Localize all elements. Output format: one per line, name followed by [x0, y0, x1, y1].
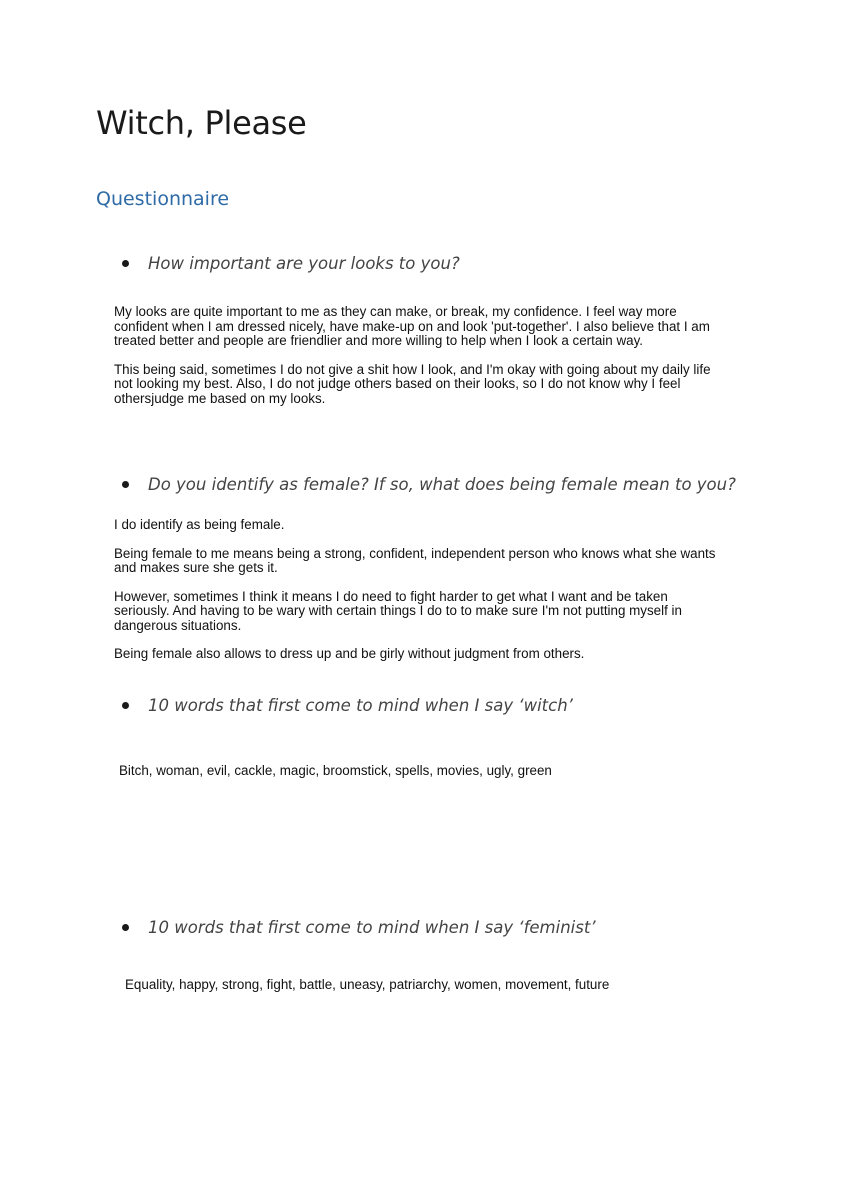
answer-block — [114, 518, 720, 662]
bullet-icon — [122, 924, 129, 931]
question-text: 10 words that first come to mind when I say ‘witch’ — [148, 696, 573, 715]
question-text: 10 words that first come to mind when I say ‘feminist’ — [148, 918, 596, 937]
answer-paragraph: However, sometimes I think it means I do need to fight harder to get what I want and be taken seriously. And having to be wary with certain things I do to to make sure I'm not putting myself in dangerous situations. — [114, 588, 682, 633]
bullet-icon — [122, 260, 129, 267]
answer-paragraph: My looks are quite important to me as they can make, or break, my confidence. I feel way more confident when I am dressed nicely, have make-up on and look 'put-together'. I also believe that I am treated better and people are friendlier and more willing to help when I look a certain way. — [114, 304, 710, 348]
question-item — [122, 696, 573, 715]
answer-paragraph: Bitch, woman, evil, cackle, magic, broomstick, spells, movies, ugly, green — [119, 763, 552, 778]
answer-block — [125, 978, 765, 993]
question-text: How important are your looks to you? — [148, 254, 460, 273]
bullet-icon — [122, 702, 129, 709]
bullet-icon — [122, 481, 129, 488]
question-item — [122, 475, 736, 494]
answer-paragraph: This being said, sometimes I do not give a shit how I look, and I'm okay with going about my daily life not looking my best. Also, I do not judge others based on their looks, so I do not know why I feel othersjudge me based on my looks. — [114, 361, 711, 406]
section-heading: Questionnaire — [96, 188, 230, 210]
answer-paragraph: Equality, happy, strong, fight, battle, uneasy, patriarchy, women, movement, future — [125, 977, 610, 992]
document-title: Witch, Please — [96, 104, 307, 142]
answer-paragraph: I do identify as being female. — [114, 517, 285, 532]
question-text: Do you identify as female? If so, what does being female mean to you? — [148, 475, 736, 494]
answer-block — [114, 305, 720, 406]
question-item — [122, 918, 596, 937]
question-item — [122, 254, 460, 273]
answer-paragraph: Being female to me means being a strong, confident, independent person who knows what she wants and makes sure she gets it. — [114, 545, 716, 575]
answer-block — [119, 764, 759, 779]
answer-paragraph: Being female also allows to dress up and be girly without judgment from others. — [114, 646, 585, 661]
